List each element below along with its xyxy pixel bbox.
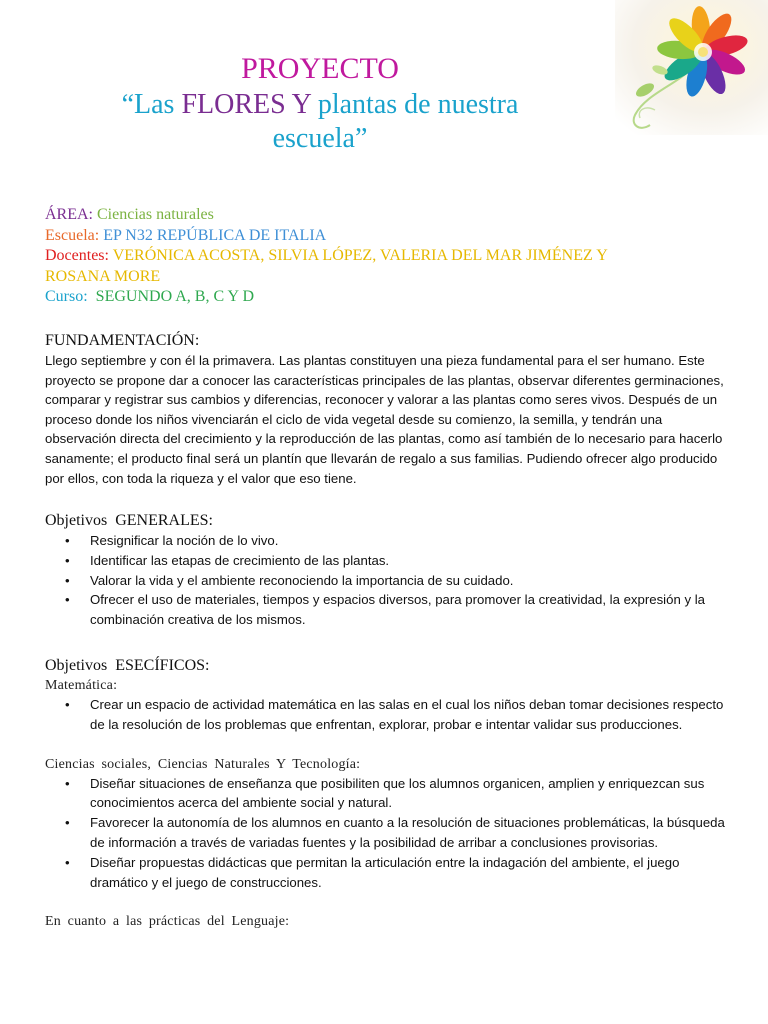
list-item: • Diseñar propuestas didácticas que permitan la articulación entre la indagación del ambiente, el juego dramático y el juego de construcciones. <box>45 853 725 893</box>
title-line-3: escuela” <box>272 123 368 154</box>
list-item: • Ofrecer el uso de materiales, tiempos y espacios diversos, para promover la creatividad, la expresión y la combinación creativa de los mismos. <box>45 590 725 630</box>
objetivos-generales-list <box>45 531 725 630</box>
docentes-value-2: ROSANA MORE <box>45 267 161 285</box>
curso-value: SEGUNDO A, B, C Y D <box>95 288 255 305</box>
fundamentacion-section <box>45 331 725 488</box>
escuela-value: EP N32 REPÚBLICA DE ITALIA <box>103 226 327 244</box>
objetivos-especificos-heading: Objetivos ESECÍFICOS: <box>45 657 210 674</box>
curso-row <box>45 287 725 308</box>
docentes-row-2 <box>45 267 725 288</box>
ciencias-label: Ciencias sociales, Ciencias Naturales Y Tecnología: <box>45 756 361 772</box>
fundamentacion-heading: FUNDAMENTACIÓN: <box>45 332 200 349</box>
title-proyecto: PROYECTO <box>241 52 399 85</box>
docentes-row <box>45 246 725 267</box>
docentes-label: Docentes: <box>45 247 109 264</box>
list-item: • Diseñar situaciones de enseñanza que posibiliten que los alumnos organicen, amplien y enriquezcan sus conocimientos acerca del ambiente social y natural. <box>45 774 725 814</box>
matematica-label: Matemática: <box>45 678 118 693</box>
list-item: • Crear un espacio de actividad matemática en las salas en el cual los niños deban tomar decisiones respecto de la resolución de los problemas que enfrentan, explorar, probar e intentar validar sus producciones. <box>45 695 725 735</box>
flower-decoration <box>615 0 768 135</box>
matematica-list <box>45 695 725 735</box>
objetivos-generales-heading: Objetivos GENERALES: <box>45 512 213 529</box>
list-item: • Favorecer la autonomía de los alumnos en cuanto a la resolución de situaciones problemáticas, la búsqueda de información a través de variadas fuentes y la posibilidad de arribar a conclusiones provisorias. <box>45 813 725 853</box>
lenguaje-label: En cuanto a las prácticas del Lenguaje: <box>45 914 290 930</box>
escuela-row <box>45 226 725 247</box>
title-plantas: plantas de nuestra <box>317 89 519 120</box>
list-item: • Identificar las etapas de crecimiento de las plantas. <box>45 551 725 571</box>
escuela-label: Escuela: <box>45 226 100 244</box>
list-item: • Valorar la vida y el ambiente reconociendo la importancia de su cuidado. <box>45 571 725 591</box>
curso-label: Curso: <box>45 288 88 305</box>
title-line-2 <box>40 88 600 122</box>
project-title <box>40 52 600 156</box>
fundamentacion-text: Llego septiembre y con él la primavera. Las plantas constituyen una pieza fundamental para el ser humano. Este proyecto se propone dar a conocer las características principales de las plantas, observar diferentes germinaciones, comparar y registrar sus cambios y diferencias, reconocer y valorar a las plantas como seres vivos. Después de un proceso donde los niños vivenciarán el ciclo de vida vegetal desde su comienzo, la semilla, y tendrán una observación directa del crecimiento y la reproducción de las plantas, como así también de lo necesario para hacerlo sanamente; el producto final será un plantín que llevarán de regalo a sus familias. Pudiendo ofrecer algo producido por ellos, con toda la riqueza y el valor que eso tiene. <box>45 353 724 486</box>
info-block <box>45 205 725 308</box>
objetivos-especificos-section <box>45 656 725 931</box>
area-row <box>45 205 725 226</box>
title-flores: FLORES Y <box>181 89 318 120</box>
docentes-value: VERÓNICA ACOSTA, SILVIA LÓPEZ, VALERIA DEL MAR JIMÉNEZ Y <box>112 247 608 264</box>
area-value: Ciencias naturales <box>97 206 214 223</box>
ciencias-list <box>45 774 725 893</box>
title-open-quote: “Las <box>121 89 182 120</box>
list-item: • Resignificar la noción de lo vivo. <box>45 531 725 551</box>
area-label: ÁREA: <box>45 206 93 223</box>
objetivos-generales-section <box>45 511 725 630</box>
